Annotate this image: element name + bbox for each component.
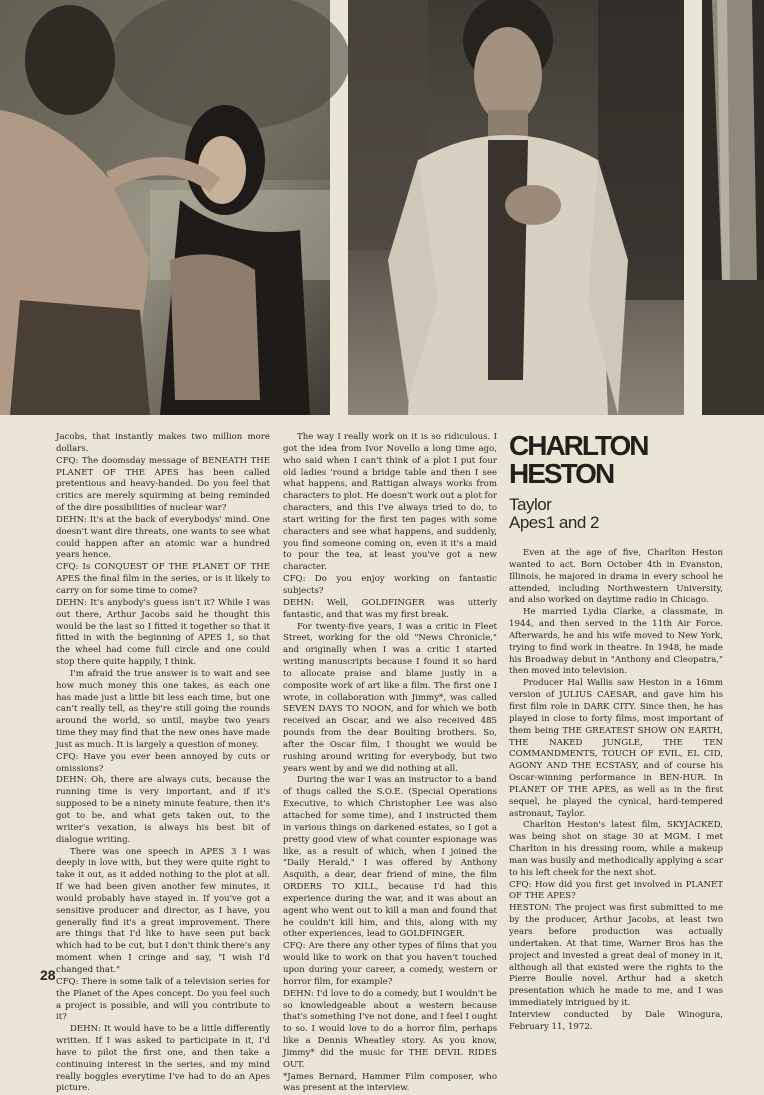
paragraph: Jacobs, that instantly makes two million more dollars. [56, 432, 270, 454]
heading-name-line1: CHARLTON [509, 430, 648, 461]
article-column-3 [509, 548, 723, 1032]
article-column-2 [283, 432, 497, 1094]
interview-credit: Interview conducted by Dale Winogura, February 11, 1972. [509, 1009, 723, 1032]
paragraph: Producer Hal Wallis saw Heston in a 16mm version of JULIUS CAESAR, and gave him his first film role in DARK CITY. Since then, he has played in close to forty films, most important of them being THE GREATEST SHOW ON EARTH, THE NAKED JUNGLE, THE TEN COMMANDMENTS, TOUCH OF EVIL, EL CID, AGONY AND THE ECSTASY, and of course his Oscar-winning performance in BEN-HUR. In PLANET OF THE APES, as well as in the first sequel, he played the cynical, hard-tempered astronaut, Taylor. [509, 678, 723, 819]
footnote: *James Bernard, Hammer Film composer, who was present at the interview. [283, 1071, 497, 1094]
paragraph: Charlton Heston's latest film, SKYJACKED, was being shot on stage 30 at MGM. I met Charlton in his dressing room, while a makeup man was busily and methodically applying a scar to his left cheek for the next shot. [509, 820, 723, 878]
article-column-1 [56, 432, 270, 1094]
paragraph: He married Lydia Clarke, a classmate, in 1944, and then served in the 11th Air Force. Afterwards, he and his wife moved to New York, trying to find work in theatre. In 1948, he made his Broadway debut in "Anthony and Cleopatra," then moved into television. [509, 607, 723, 677]
paragraph: CFQ: How did you first get involved in PLANET OF THE APES? [509, 879, 723, 902]
paragraph: CFQ: Is CONQUEST OF THE PLANET OF THE APES the final film in the series, or is it likely to carry on for some time to come? [56, 562, 270, 596]
paragraph: CFQ: There is some talk of a television series for the Planet of the Apes concept. Do you feel such a project is possible, and will you contribute to it? [56, 976, 270, 1023]
paragraph: During the war I was an instructor to a band of thugs called the S.O.E. (Special Operations Executive, to which Christopher Lee was also attached for some time), and I instructed them in various things on darkened estates, so I got a pretty good view of what counter espionage was like, as a result of which, when I joined the "Daily Herald," I was offered by Anthony Asquith, a dear, dear friend of mine, the film ORDERS TO KILL, because I'd had this experience during the war, and it was about an agent who went out to kill a man and found that he couldn't kill him, and this, along with my other experiences, lead to GOLDFINGER. [283, 775, 497, 940]
heading-subtitle-line2: Apes1 and 2 [509, 513, 599, 532]
page-number: 28 [40, 967, 56, 983]
paragraph: CFQ: Are there any other types of films that you would like to work on that you haven't touched upon during your career, a comedy, western or horror film, for example? [283, 941, 497, 987]
paragraph: DEHN: It's anybody's guess isn't it? While I was out there, Arthur Jacobs said he thought this would be the last so I fitted it together so that it fitted in with the beginning of APES 1, so that the wheel had come full circle and one could stop there quite happily, I think. [56, 597, 270, 668]
paragraph: CFQ: The doomsday message of BENEATH THE PLANET OF THE APES has been called pretentious and heavy-handed. Do you feel that critics are merely squirming at being reminded of the dire possibilities of nuclear war? [56, 455, 270, 514]
heading-name-line2: HESTON [509, 458, 614, 489]
beach-couple-photo [0, 0, 330, 415]
paragraph: DEHN: It would have to be a little differently written. If I was asked to participate in it, I'd have to pilot the first one, and then take a continuing interest in the series, and my mind really boggles everytime I've had to do an Apes picture. [56, 1024, 270, 1094]
paragraph: The way I really work on it is so ridiculous. I got the idea from Ivor Novello a long time ago, who said when I can't think of a plot I put four old ladies 'round a bridge table and then I see what happens, and Rattigan always works from characters to plot. He doesn't work out a plot for characters, and this I've always tried to do, to start writing for the first ten pages with some characters and see what happens, and suddenly, you find someone coming on, even it it's a maid to pour the tea, at least you've got a new character. [283, 432, 497, 573]
paragraph: HESTON: The project was first submitted to me by the producer, Arthur Jacobs, at least two years before production was actually undertaken. At that time, Warner Bros has the project and invested a great deal of money in it, although all that existed were the rights to the Pierre Boulle novel. Arthur had a sketch presentation which he made to me, and I was immediately intrigued by it. [509, 903, 723, 1009]
heading-subtitle-line1: Taylor [509, 495, 552, 514]
paragraph: DEHN: I'd love to do a comedy, but I wouldn't be so knowledgeable about a western because that's something I've not done, and I feel I ought to so. I would love to do a horror film, perhaps like a Dennis Wheatley story. As you know, Jimmy* did the music for THE DEVIL RIDES OUT. [283, 988, 497, 1070]
paragraph: For twenty-five years, I was a critic in Fleet Street, working for the old "News Chronicle," and originally when I was a critic I started writing manuscripts because I found it so hard to allocate praise and blame justly in a composite work of art like a film. The first one I wrote, in collaboration with Jimmy*, was called SEVEN DAYS TO NOON, and for which we both received an Oscar, and we also received 485 pounds from the dear Boulting brothers. So, after the Oscar film, I thought we would be rushing around writing for everybody, but two years went by and we did nothing at all. [283, 621, 497, 774]
paragraph: There was one speech in APES 3 I was deeply in love with, but they were quite right to take it out, as it added nothing to the plot at all. If we had been given another few minutes, it would probably have stayed in. If you've got a sensitive producer and director, as I have, you generally find it's a great improvement. There are things that I'd like to have seen put back which had to be cut, but I don't think there's any moment when I cringe and say, "I wish I'd changed that." [56, 846, 270, 975]
article-heading [509, 432, 729, 532]
paragraph: DEHN: Oh, there are always cuts, because the running time is very important, and if it's supposed to be a ninety minute feature, then it's got to be, and what gets taken out, to the writer's vexation, is always his best bit of dialogue writing. [56, 775, 270, 845]
paragraph: CFQ: Do you enjoy working on fantastic subjects? [283, 574, 497, 596]
paragraph: I'm afraid the true answer is to wait and see how much money this one takes, as each one has made just a little bit less each time, but one can't really tell, as they're still going the rounds around the world, so until, maybe two years time they may find that the new ones have made just as much. It is largely a question of money. [56, 668, 270, 750]
tree-trunk-photo [702, 0, 764, 415]
paragraph: Even at the age of five, Charlton Heston wanted to act. Born October 4th in Evanston, Illinois, he majored in drama in every school he attended, including Northwestern University, and also worked on daytime radio in Chicago. [509, 548, 723, 606]
paragraph: DEHN: Well, GOLDFINGER was utterly fantastic, and that was my first break. [283, 597, 497, 620]
paragraph: CFQ: Have you ever been annoyed by cuts or omissions? [56, 751, 270, 774]
actor-white-jacket-photo [348, 0, 684, 415]
paragraph: DEHN: It's at the back of everybodys' mind. One doesn't want dire threats, one wants to see what could happen after an atomic war a hundred years hence. [56, 514, 270, 561]
